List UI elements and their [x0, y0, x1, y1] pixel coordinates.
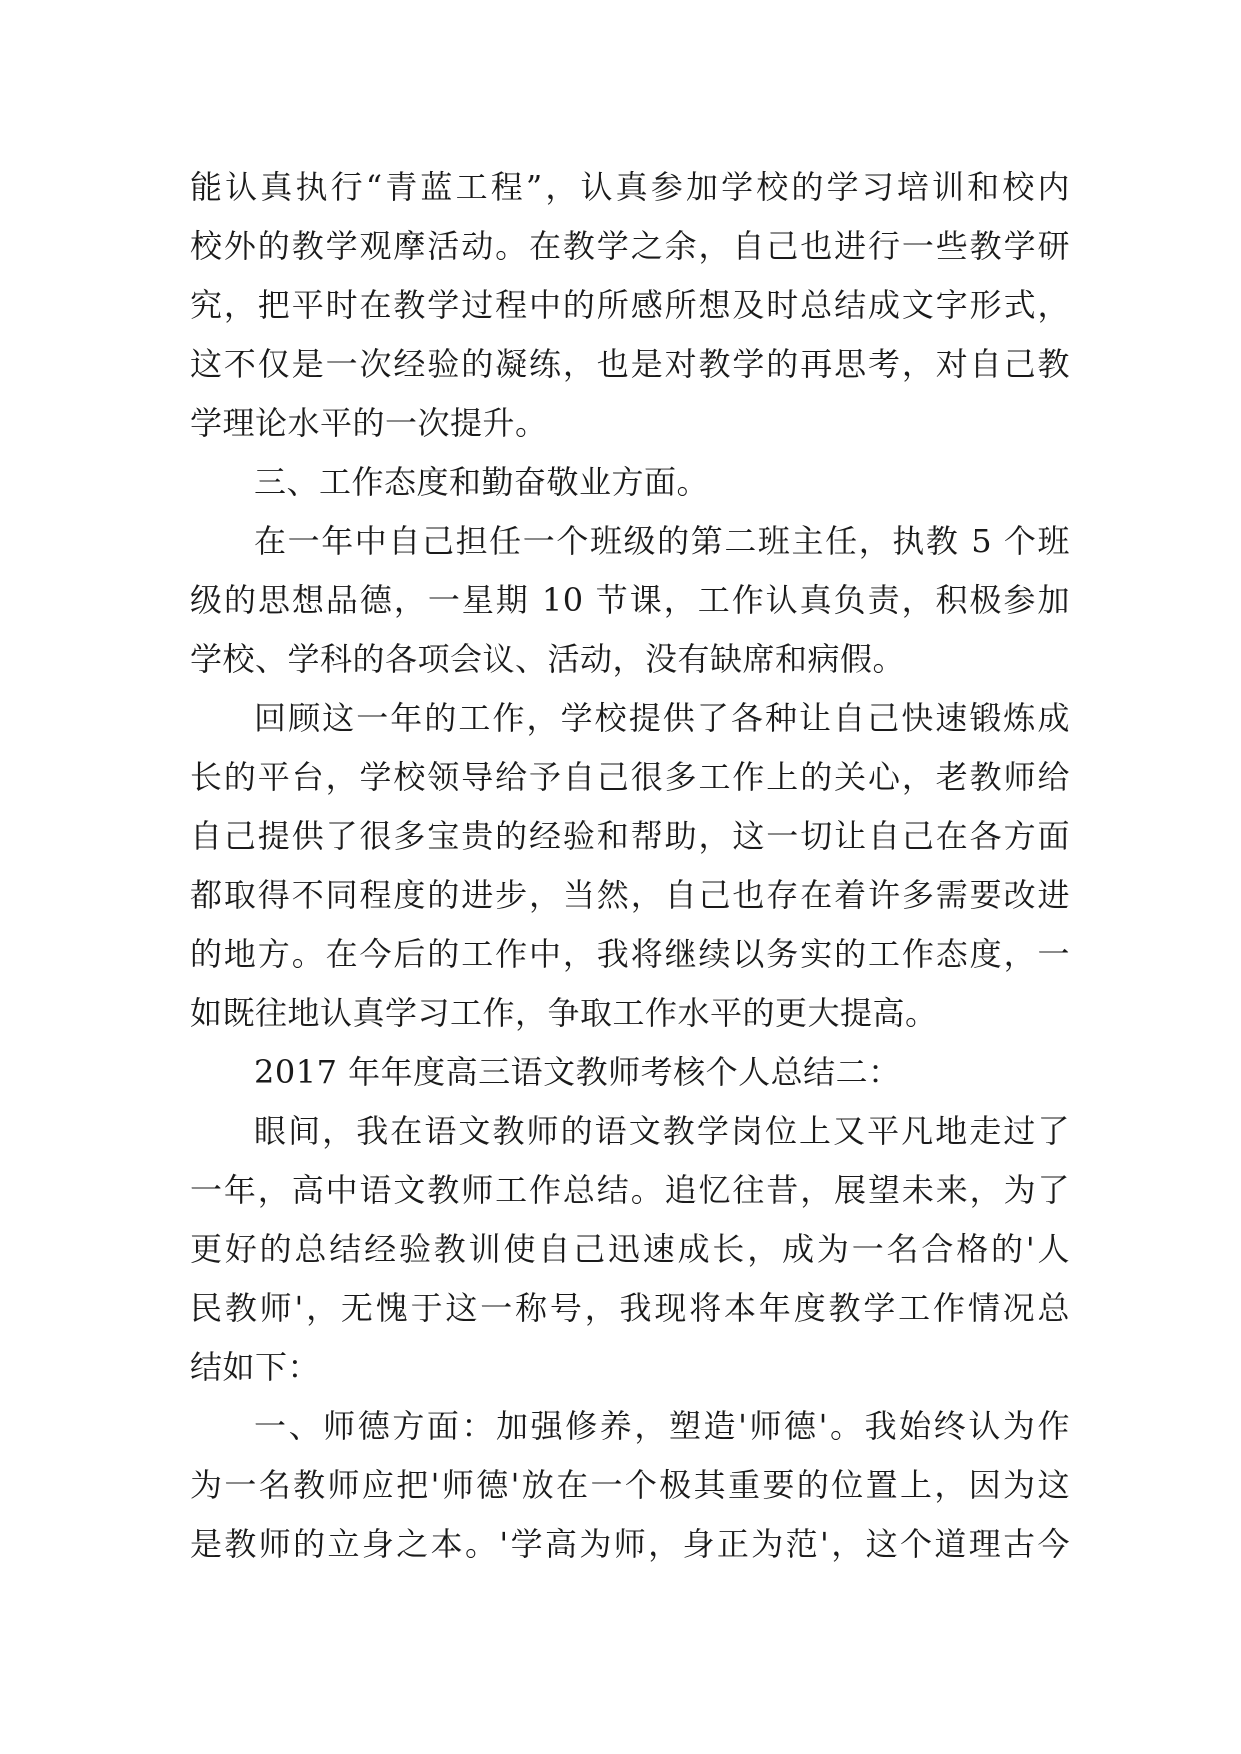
text-line-22: 一、师德方面：加强修养，塑造'师德'。我始终认为作 [254, 1407, 1070, 1445]
text-line-2: 校外的教学观摩活动。在教学之余，自己也进行一些教学研 [190, 227, 1070, 265]
text-line-3: 究，把平时在教学过程中的所感所想及时总结成文字形式， [190, 286, 1070, 324]
text-line-20: 民教师'，无愧于这一称号，我现将本年度教学工作情况总 [190, 1289, 1070, 1327]
text-line-21: 结如下： [190, 1348, 321, 1386]
text-line-12: 自己提供了很多宝贵的经验和帮助，这一切让自己在各方面 [190, 817, 1070, 855]
text-line-11: 长的平台，学校领导给予自己很多工作上的关心，老教师给 [190, 758, 1070, 796]
text-line-14: 的地方。在今后的工作中，我将继续以务实的工作态度，一 [190, 935, 1070, 973]
text-line-10: 回顾这一年的工作，学校提供了各种让自己快速锻炼成 [254, 699, 1070, 737]
text-line-4: 这不仅是一次经验的凝练，也是对教学的再思考，对自己教 [190, 345, 1070, 383]
text-line-1: 能认真执行“青蓝工程”，认真参加学校的学习培训和校内 [190, 168, 1070, 206]
section-heading-work-attitude: 三、工作态度和勤奋敬业方面。 [254, 463, 710, 501]
text-line-24: 是教师的立身之本。'学高为师，身正为范'，这个道理古今 [190, 1525, 1070, 1563]
text-line-18: 一年，高中语文教师工作总结。追忆往昔，展望未来，为了 [190, 1171, 1070, 1209]
text-line-9: 学校、学科的各项会议、活动，没有缺席和病假。 [190, 640, 906, 678]
document-body [190, 158, 1070, 1574]
text-line-15: 如既往地认真学习工作，争取工作水平的更大提高。 [190, 994, 938, 1032]
text-line-23: 为一名教师应把'师德'放在一个极其重要的位置上，因为这 [190, 1466, 1070, 1504]
text-line-5: 学理论水平的一次提升。 [190, 404, 548, 442]
section-heading-summary-two: 2017 年年度高三语文教师考核个人总结二： [254, 1053, 901, 1091]
text-line-8: 级的思想品德，一星期 10 节课，工作认真负责，积极参加 [190, 581, 1070, 619]
text-line-19: 更好的总结经验教训使自己迅速成长，成为一名合格的'人 [190, 1230, 1070, 1268]
text-line-7: 在一年中自己担任一个班级的第二班主任，执教 5 个班 [254, 522, 1070, 560]
text-line-17: 眼间，我在语文教师的语文教学岗位上又平凡地走过了 [254, 1112, 1070, 1150]
text-line-13: 都取得不同程度的进步，当然，自己也存在着许多需要改进 [190, 876, 1070, 914]
